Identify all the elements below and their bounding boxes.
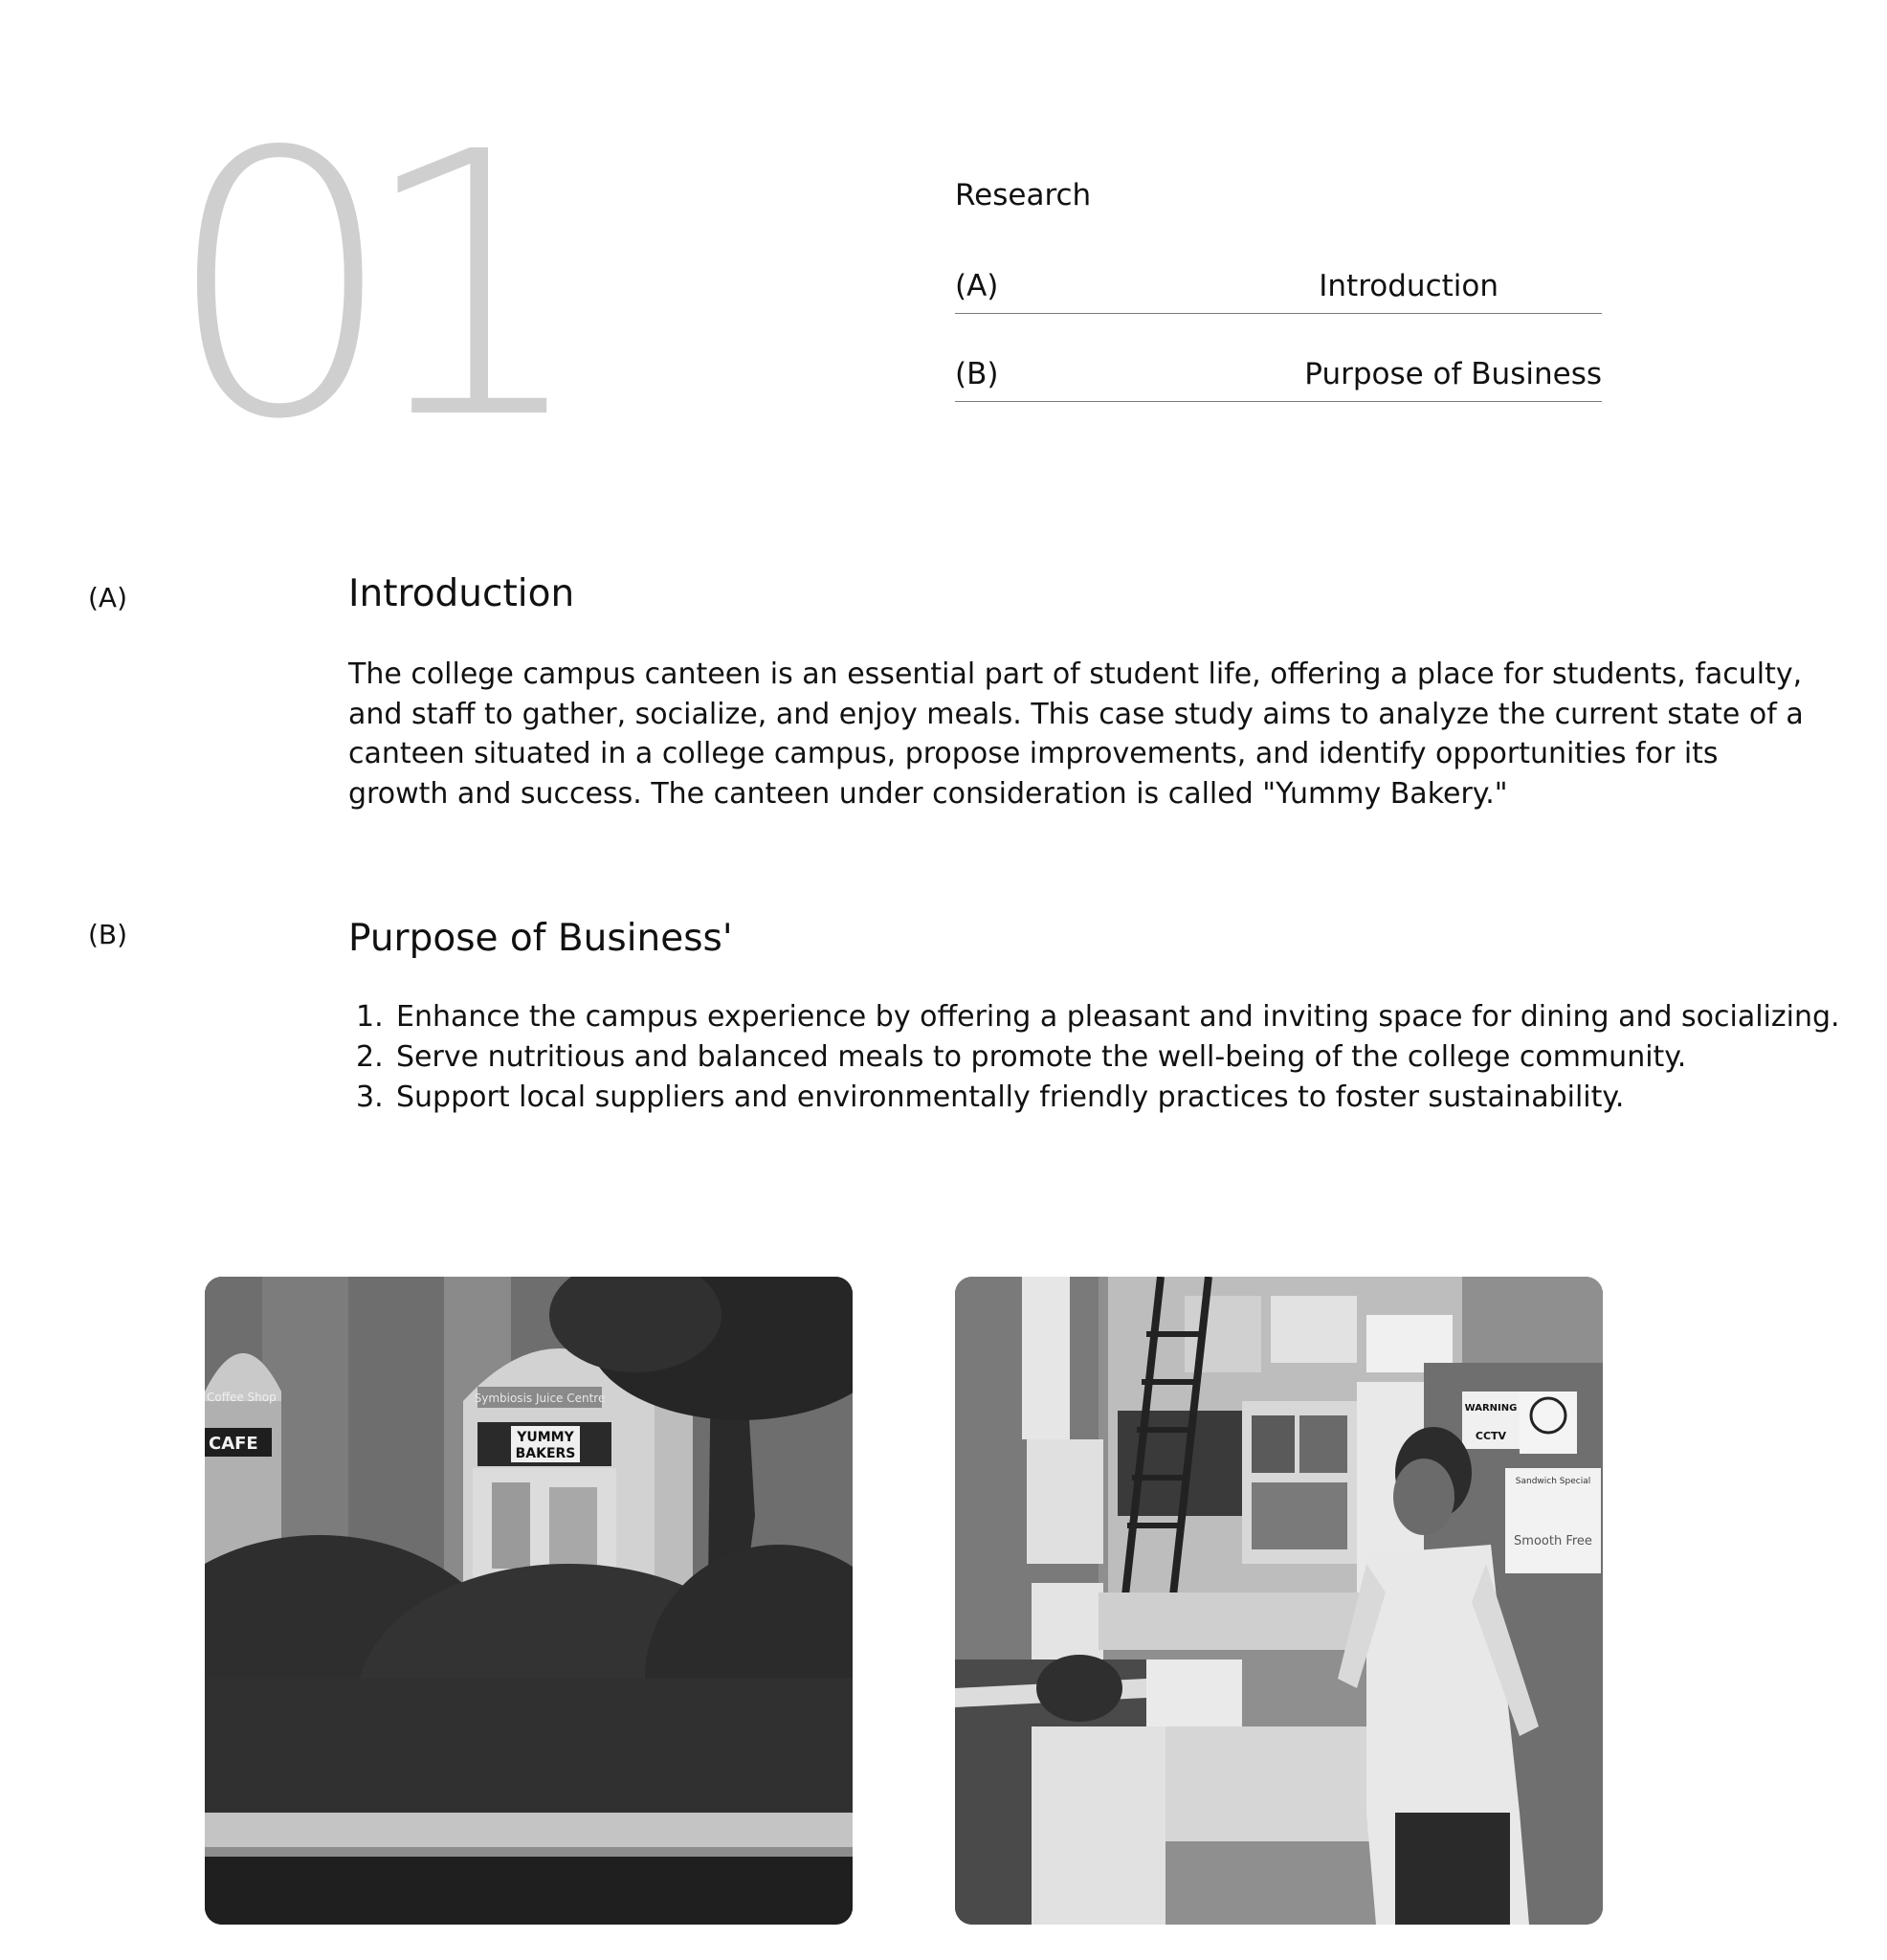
svg-text:Symbiosis Juice Centre: Symbiosis Juice Centre bbox=[474, 1392, 606, 1405]
list-item: 2. Serve nutritious and balanced meals to promote the well-being of the college community. bbox=[356, 1040, 1687, 1074]
storefront-photo bbox=[205, 1277, 853, 1925]
toc-item-letter: (B) bbox=[955, 357, 999, 391]
svg-text:WARNING: WARNING bbox=[1464, 1403, 1518, 1414]
section-letter-b: (B) bbox=[88, 919, 128, 950]
svg-text:Coffee Shop: Coffee Shop bbox=[207, 1391, 277, 1404]
counter-photo bbox=[955, 1277, 1603, 1925]
svg-text:Sandwich Special: Sandwich Special bbox=[1515, 1477, 1591, 1486]
svg-text:YUMMY: YUMMY bbox=[517, 1430, 574, 1445]
section-letter-a: (A) bbox=[88, 582, 128, 613]
table-of-contents bbox=[955, 178, 1602, 402]
purpose-list bbox=[348, 997, 1841, 1118]
list-item: 3. Support local suppliers and environmentally friendly practices to foster sustainability. bbox=[356, 1080, 1625, 1114]
toc-item-label: Introduction bbox=[1319, 269, 1498, 303]
toc-item-purpose[interactable] bbox=[955, 314, 1602, 402]
chapter-number: 01 bbox=[165, 75, 551, 499]
svg-text:Smooth Free: Smooth Free bbox=[1514, 1534, 1592, 1548]
section-heading-purpose: Purpose of Business' bbox=[348, 917, 733, 960]
toc-item-letter: (A) bbox=[955, 269, 999, 303]
section-heading-introduction: Introduction bbox=[348, 572, 575, 615]
toc-item-introduction[interactable] bbox=[955, 226, 1602, 314]
list-item: 1. Enhance the campus experience by offering a pleasant and inviting space for dining and socializing. bbox=[356, 1000, 1840, 1034]
introduction-paragraph: The college campus canteen is an essential part of student life, offering a place for students, faculty, and staff to gather, socialize, and enjoy meals. This case study aims to analyze the current state of a canteen situated in a college campus, propose improvements, and identify opportunities for its growth and success. The canteen under consideration is called "Yummy Bakery." bbox=[348, 657, 1804, 811]
toc-title: Research bbox=[955, 178, 1092, 212]
svg-text:BAKERS: BAKERS bbox=[515, 1446, 576, 1461]
toc-item-label: Purpose of Business bbox=[1304, 357, 1602, 391]
svg-text:CAFE: CAFE bbox=[209, 1434, 258, 1454]
svg-text:CCTV: CCTV bbox=[1475, 1430, 1507, 1442]
